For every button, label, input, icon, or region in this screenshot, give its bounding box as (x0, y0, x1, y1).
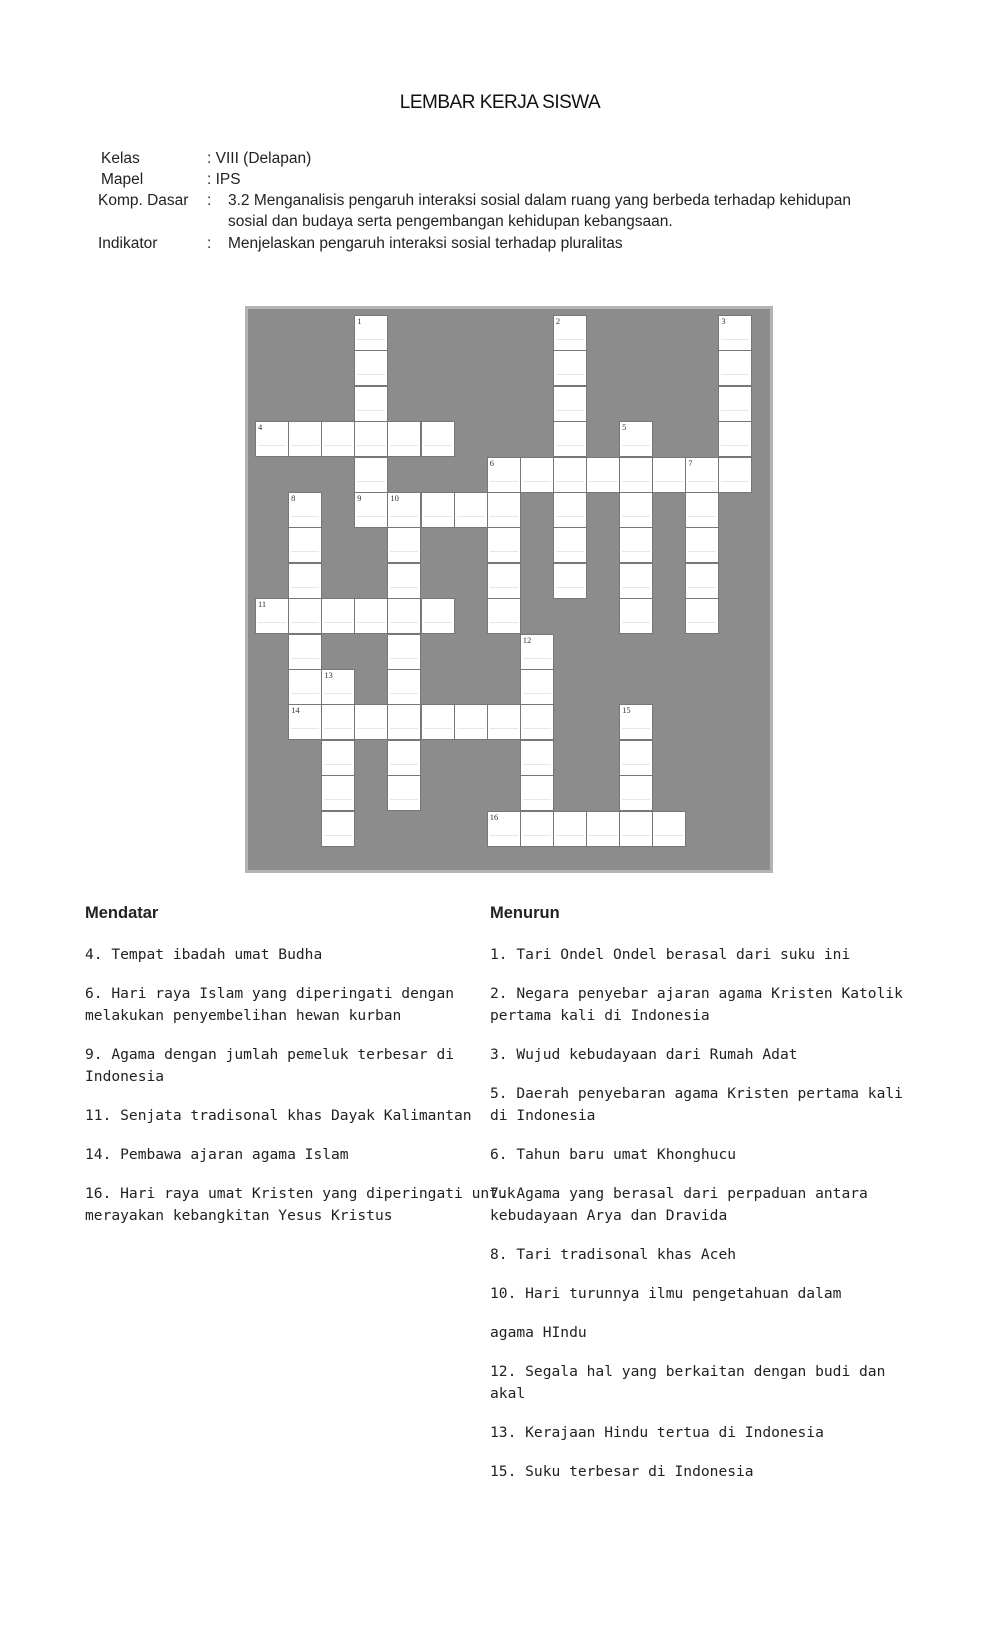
crossword-cell[interactable] (288, 492, 322, 528)
clue-item: 8. Tari tradisonal khas Aceh (490, 1246, 737, 1263)
crossword-cell[interactable] (354, 704, 388, 740)
crossword-cell[interactable] (718, 421, 752, 457)
crossword-cell[interactable] (321, 775, 355, 811)
crossword-cell[interactable] (520, 811, 554, 847)
kelas-value: : VIII (Delapan) (207, 150, 312, 167)
clue-item: 13. Kerajaan Hindu tertua di Indonesia (490, 1424, 824, 1441)
indikator-separator: : (207, 235, 212, 252)
clue-number: 15 (622, 705, 631, 716)
crossword-cell[interactable] (586, 457, 620, 493)
crossword-cell[interactable] (255, 421, 289, 457)
clue-item: 16. Hari raya umat Kristen yang diperingati untuk merayakan kebangkitan Yesus Kristus (85, 1185, 516, 1224)
crossword-cell[interactable] (354, 386, 388, 422)
clue-item: 4. Tempat ibadah umat Budha (85, 946, 323, 963)
clue-number: 16 (489, 811, 499, 822)
clue-item: 12. Segala hal yang berkaitan dengan budi dan akal (490, 1363, 886, 1402)
crossword-cell[interactable] (387, 563, 421, 599)
crossword-cell[interactable] (718, 457, 752, 493)
mapel-value: : IPS (207, 171, 241, 188)
clue-number: 9 (357, 493, 362, 503)
crossword-cell[interactable] (387, 775, 421, 811)
crossword-cell[interactable] (321, 421, 355, 457)
crossword-cell[interactable] (487, 811, 521, 847)
crossword-cell[interactable] (520, 704, 554, 740)
clue-item: 6. Hari raya Islam yang diperingati dengan melakukan penyembelihan hewan kurban (85, 985, 455, 1024)
crossword-cell[interactable] (354, 492, 388, 528)
clue-number: 3 (721, 316, 726, 326)
clue-number: 7 (688, 457, 693, 468)
crossword-cell[interactable] (553, 527, 587, 563)
crossword-cell[interactable] (387, 740, 421, 776)
indikator-text: Menjelaskan pengaruh interaksi sosial terhadap pluralitas (228, 235, 623, 252)
crossword-cell[interactable] (288, 421, 322, 457)
crossword-cell[interactable] (619, 740, 653, 776)
clue-item: 2. Negara penyebar ajaran agama Kristen Katolik pertama kali di Indonesia (490, 985, 903, 1024)
clue-item: 7. Agama yang berasal dari perpaduan antara kebudayaan Arya dan Dravida (490, 1185, 868, 1224)
crossword-grid (245, 306, 773, 873)
crossword-cell[interactable] (354, 421, 388, 457)
page-title: LEMBAR KERJA SISWA (399, 92, 601, 113)
crossword-cell[interactable] (288, 634, 322, 670)
kd-separator: : (207, 192, 212, 209)
crossword-cell[interactable] (619, 457, 653, 493)
crossword-cell[interactable] (321, 740, 355, 776)
clue-item: 1. Tari Ondel Ondel berasal dari suku ini (490, 946, 851, 963)
crossword-cell[interactable] (520, 634, 554, 670)
crossword-cell[interactable] (387, 421, 421, 457)
crossword-cell[interactable] (553, 315, 587, 351)
crossword-cell[interactable] (619, 704, 653, 740)
crossword-cell[interactable] (586, 811, 620, 847)
crossword-cell[interactable] (454, 704, 488, 740)
crossword-cell[interactable] (354, 457, 388, 493)
kd-text-line2: sosial dan budaya serta pengembangan kehidupan kebangsaan. (228, 213, 673, 230)
crossword-cell[interactable] (619, 492, 653, 528)
crossword-cell[interactable] (354, 598, 388, 634)
mendatar-heading: Mendatar (85, 904, 159, 922)
crossword-cell[interactable] (487, 563, 521, 599)
crossword-cell[interactable] (520, 669, 554, 705)
crossword-cell[interactable] (288, 598, 322, 634)
crossword-cell[interactable] (421, 492, 455, 528)
clue-number: 5 (622, 422, 627, 433)
crossword-cell[interactable] (421, 598, 455, 634)
crossword-cell[interactable] (718, 315, 752, 351)
crossword-cell[interactable] (321, 704, 355, 740)
mapel-label: Mapel (101, 171, 144, 188)
crossword-cell[interactable] (520, 457, 554, 493)
clue-number: 1 (357, 316, 362, 326)
crossword-cell[interactable] (520, 775, 554, 811)
crossword-cell[interactable] (718, 386, 752, 422)
crossword-cell[interactable] (387, 669, 421, 705)
crossword-cell[interactable] (321, 598, 355, 634)
crossword-cell[interactable] (619, 421, 653, 457)
crossword-cell[interactable] (454, 492, 488, 528)
clue-item: 5. Daerah penyebaran agama Kristen pertama kali di Indonesia (490, 1085, 903, 1124)
crossword-cell[interactable] (619, 775, 653, 811)
clue-item: 15. Suku terbesar di Indonesia (490, 1463, 754, 1480)
clue-number: 8 (291, 493, 296, 503)
mendatar-clues (85, 944, 525, 1244)
crossword-cell[interactable] (652, 811, 686, 847)
crossword-cell[interactable] (387, 527, 421, 563)
crossword-cell[interactable] (487, 527, 521, 563)
crossword-cell[interactable] (652, 457, 686, 493)
crossword-cell[interactable] (520, 740, 554, 776)
crossword-cell[interactable] (354, 350, 388, 386)
indikator-label: Indikator (98, 235, 158, 252)
clue-number: 6 (489, 457, 494, 468)
crossword-cell[interactable] (619, 563, 653, 599)
crossword-cell[interactable] (553, 421, 587, 457)
clue-item: 11. Senjata tradisonal khas Dayak Kalimantan (85, 1107, 472, 1124)
kelas-label: Kelas (101, 150, 140, 167)
crossword-cell[interactable] (553, 492, 587, 528)
crossword-cell[interactable] (487, 704, 521, 740)
crossword-cell[interactable] (387, 634, 421, 670)
kd-text-line1: 3.2 Menganalisis pengaruh interaksi sosial dalam ruang yang berbeda terhadap kehidupan (228, 192, 852, 209)
crossword-cell[interactable] (487, 457, 521, 493)
crossword-cell[interactable] (421, 704, 455, 740)
crossword-cell[interactable] (553, 386, 587, 422)
crossword-cell[interactable] (685, 598, 719, 634)
clue-number: 4 (258, 422, 263, 433)
clue-number: 13 (324, 670, 333, 680)
crossword-cell[interactable] (288, 704, 322, 740)
crossword-cell[interactable] (553, 563, 587, 599)
crossword-cell[interactable] (387, 492, 421, 528)
crossword-cell[interactable] (487, 492, 521, 528)
crossword-cell[interactable] (619, 811, 653, 847)
crossword-cell[interactable] (288, 527, 322, 563)
crossword-cell[interactable] (487, 598, 521, 634)
clue-number: 2 (555, 316, 561, 326)
crossword-cell[interactable] (288, 669, 322, 705)
clue-item: 6. Tahun baru umat Khonghucu (490, 1146, 737, 1163)
crossword-cell[interactable] (321, 669, 355, 705)
crossword-cell[interactable] (718, 350, 752, 386)
clue-item: 10. Hari turunnya ilmu pengetahuan dalam (490, 1285, 842, 1302)
crossword-cell[interactable] (387, 598, 421, 634)
menurun-clues (490, 944, 920, 1500)
crossword-cell[interactable] (354, 315, 388, 351)
crossword-cell[interactable] (619, 598, 653, 634)
clue-item: 14. Pembawa ajaran agama Islam (85, 1146, 349, 1163)
crossword-cell[interactable] (387, 704, 421, 740)
crossword-cell[interactable] (553, 457, 587, 493)
crossword-cell[interactable] (288, 563, 322, 599)
clue-item: 3. Wujud kebudayaan dari Rumah Adat (490, 1046, 798, 1063)
crossword-cell[interactable] (255, 598, 289, 634)
crossword-cell[interactable] (685, 492, 719, 528)
clue-number: 10 (390, 493, 399, 503)
clue-number: 11 (258, 599, 267, 610)
crossword-cell[interactable] (685, 563, 719, 599)
clue-item: agama HIndu (490, 1324, 587, 1341)
clue-number: 14 (291, 705, 300, 716)
clue-item: 9. Agama dengan jumlah pemeluk terbesar di Indonesia (85, 1046, 455, 1085)
crossword-cell[interactable] (619, 527, 653, 563)
crossword-cell[interactable] (553, 350, 587, 386)
kd-label: Komp. Dasar (98, 192, 189, 209)
crossword-cell[interactable] (321, 811, 355, 847)
crossword-cell[interactable] (553, 811, 587, 847)
menurun-heading: Menurun (490, 904, 560, 922)
crossword-cell[interactable] (421, 421, 455, 457)
clue-number: 12 (522, 634, 532, 645)
crossword-cell[interactable] (685, 457, 719, 493)
crossword-cell[interactable] (685, 527, 719, 563)
